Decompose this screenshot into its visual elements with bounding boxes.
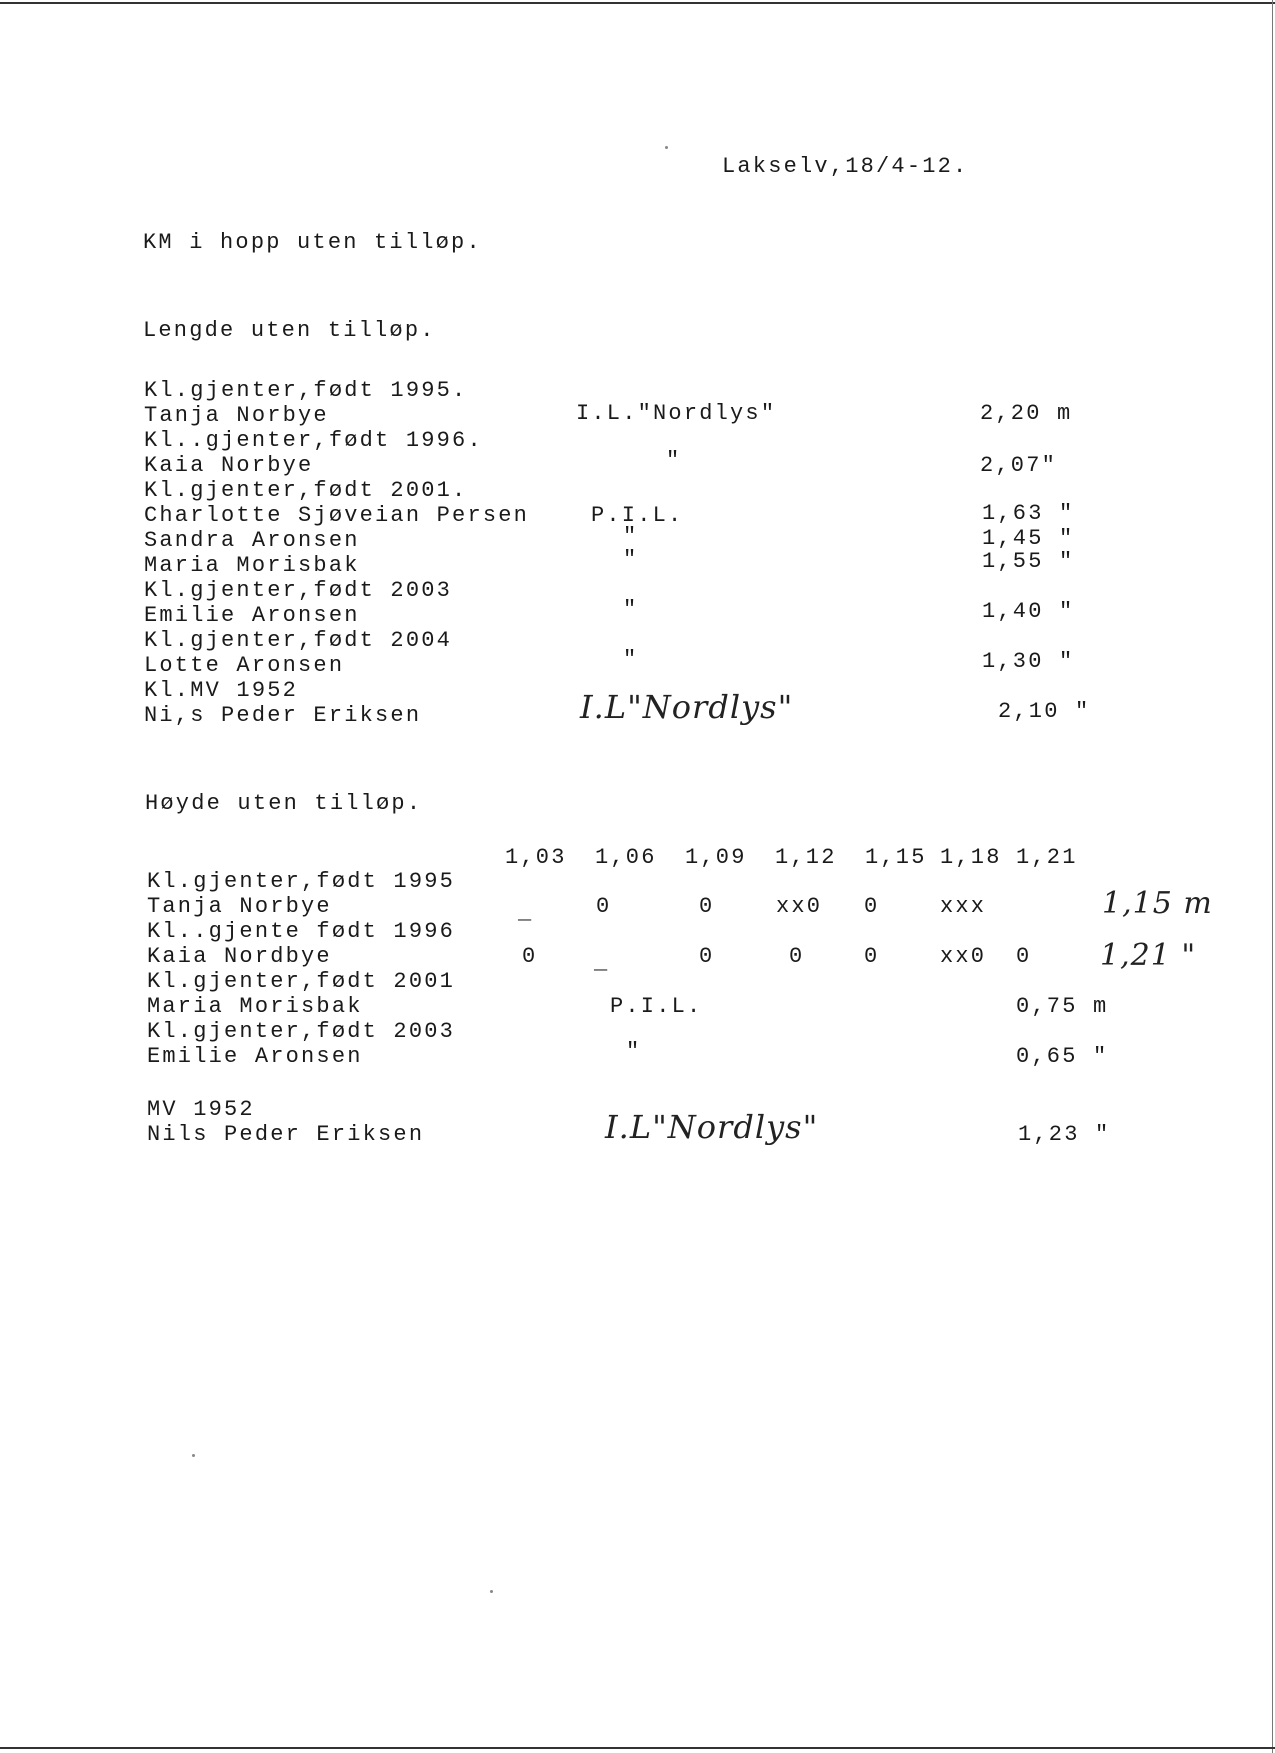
hoyde-attempt: _ [594,950,610,975]
lengde-class-label: Kl..gjenter,født 1996. [144,428,483,453]
lengde-athlete-result: 2,20 m [980,401,1073,426]
hoyde-bar-height: 1,21 [1016,845,1078,870]
hoyde-bar-height: 1,12 [775,845,837,870]
hoyde-attempt: xx0 [940,944,987,969]
hoyde-attempt: 0 [596,894,612,919]
hoyde-athlete-result: 0,75 m [1016,994,1109,1019]
lengde-athlete-result: 1,63 " [982,501,1075,526]
hoyde-attempt: 0 [864,944,880,969]
hoyde-attempt: 0 [864,894,880,919]
lengde-class-label: Kl.MV 1952 [144,678,299,703]
hoyde-result-handwritten: 1,21 " [1100,938,1197,973]
hoyde-athlete-name: Tanja Norbye [147,894,332,919]
lengde-athlete-name: Sandra Aronsen [144,528,360,553]
scan-speck [665,146,668,149]
lengde-athlete-result: 1,55 " [982,549,1075,574]
scan-speck [192,1454,195,1457]
lengde-athlete-result: 1,40 " [982,599,1075,624]
lengde-athlete-club: " [623,524,639,549]
lengde-athlete-club: I.L."Nordlys" [576,401,777,426]
hoyde-result-handwritten: 1,15 m [1102,886,1213,921]
hoyde-bar-height: 1,15 [865,845,927,870]
scan-edge-right [1272,0,1273,1753]
hoyde-attempt: 0 [699,894,715,919]
hoyde-attempt: xx0 [776,894,823,919]
hoyde-bar-height: 1,06 [595,845,657,870]
hoyde-attempt: 0 [699,944,715,969]
hoyde-class-label: Kl.gjenter,født 1995 [147,869,456,894]
hoyde-class-label: Kl.gjenter,født 2003 [147,1019,456,1044]
hoyde-athlete-result: 1,23 " [1018,1122,1111,1147]
lengde-athlete-name: Charlotte Sjøveian Persen [144,503,530,528]
lengde-athlete-result: 1,45 " [982,526,1075,551]
hoyde-class-label: Kl..gjente født 1996 [147,919,456,944]
lengde-class-label: Kl.gjenter,født 2003 [144,578,453,603]
lengde-athlete-club: " [623,647,639,672]
lengde-athlete-name: Kaia Norbye [144,453,314,478]
lengde-athlete-club: " [623,547,639,572]
lengde-athlete-club: P.I.L. [591,503,684,528]
hoyde-athlete-club-handwritten: I.L"Nordlys" [605,1108,819,1146]
hoyde-athlete-name: Nils Peder Eriksen [147,1122,425,1147]
scan-speck [490,1590,493,1593]
hoyde-class-label: MV 1952 [147,1097,255,1122]
lengde-class-label: Kl.gjenter,født 1995. [144,378,468,403]
hoyde-attempt: xxx [940,894,987,919]
lengde-heading: Lengde uten tilløp. [143,318,436,343]
hoyde-athlete-name: Maria Morisbak [147,994,363,1019]
scan-edge-bottom [0,1747,1275,1749]
lengde-athlete-club-handwritten: I.L"Nordlys" [580,688,794,726]
lengde-athlete-club: " [623,597,639,622]
lengde-athlete-name: Lotte Aronsen [144,653,345,678]
lengde-class-label: Kl.gjenter,født 2001. [144,478,468,503]
lengde-athlete-result: 1,30 " [982,649,1075,674]
hoyde-athlete-name: Kaia Nordbye [147,944,332,969]
lengde-athlete-name: Maria Morisbak [144,553,360,578]
hoyde-bar-height: 1,09 [685,845,747,870]
hoyde-athlete-club: P.I.L. [610,994,703,1019]
lengde-class-label: Kl.gjenter,født 2004 [144,628,453,653]
hoyde-attempt: _ [518,900,534,925]
hoyde-athlete-name: Emilie Aronsen [147,1044,363,1069]
lengde-athlete-club: " [666,448,682,473]
hoyde-heading: Høyde uten tilløp. [145,791,423,816]
hoyde-athlete-club: " [626,1039,642,1064]
lengde-athlete-name: Tanja Norbye [144,403,329,428]
scan-edge-top [0,2,1275,4]
lengde-athlete-name: Ni,s Peder Eriksen [144,703,422,728]
hoyde-athlete-result: 0,65 " [1016,1044,1109,1069]
hoyde-attempt: 0 [1016,944,1032,969]
lengde-athlete-result: 2,07" [980,453,1058,478]
lengde-athlete-result: 2,10 " [998,699,1091,724]
hoyde-bar-height: 1,18 [940,845,1002,870]
place-date: Lakselv,18/4-12. [722,154,969,179]
document-title: KM i hopp uten tilløp. [143,230,482,255]
hoyde-class-label: Kl.gjenter,født 2001 [147,969,456,994]
lengde-athlete-name: Emilie Aronsen [144,603,360,628]
hoyde-bar-height: 1,03 [505,845,567,870]
hoyde-attempt: 0 [789,944,805,969]
hoyde-attempt: 0 [522,944,538,969]
